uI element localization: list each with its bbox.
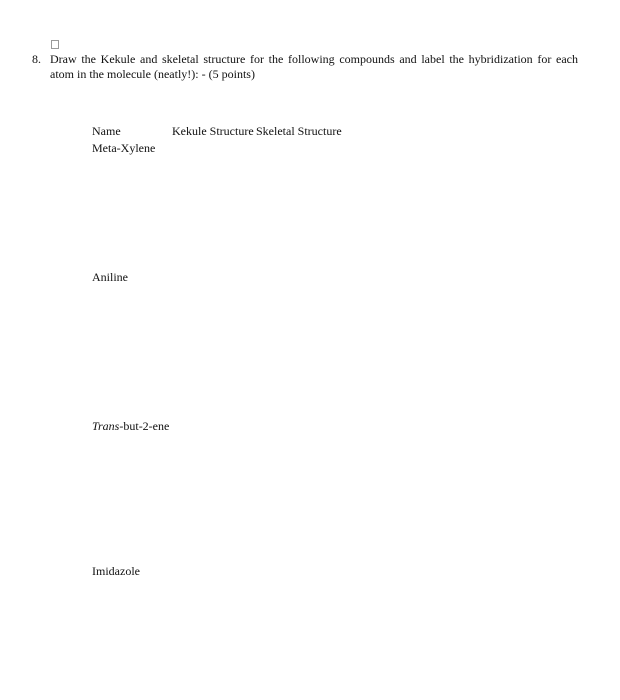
compound-aniline: Aniline xyxy=(92,270,128,284)
compound-trans-rest: -but-2-ene xyxy=(119,419,170,433)
header-name: Name xyxy=(92,124,121,138)
checkbox-placeholder-icon xyxy=(51,40,59,49)
compound-imidazole: Imidazole xyxy=(92,564,140,578)
question-number: 8. xyxy=(32,52,41,66)
question-text xyxy=(50,52,578,81)
question-text-line-1: Draw the Kekule and skeletal structure for the following compounds and label the hybridization for each xyxy=(50,52,578,66)
compound-trans-but-2-ene xyxy=(92,419,169,433)
question-text-line-2: atom in the molecule (neatly!): - (5 points) xyxy=(50,66,255,81)
header-skeletal-structure: Skeletal Structure xyxy=(256,124,342,138)
compound-trans-prefix: Trans xyxy=(92,419,120,433)
question-8 xyxy=(32,52,578,81)
compound-meta-xylene: Meta-Xylene xyxy=(92,141,156,155)
header-kekule-structure: Kekule Structure xyxy=(172,124,254,138)
